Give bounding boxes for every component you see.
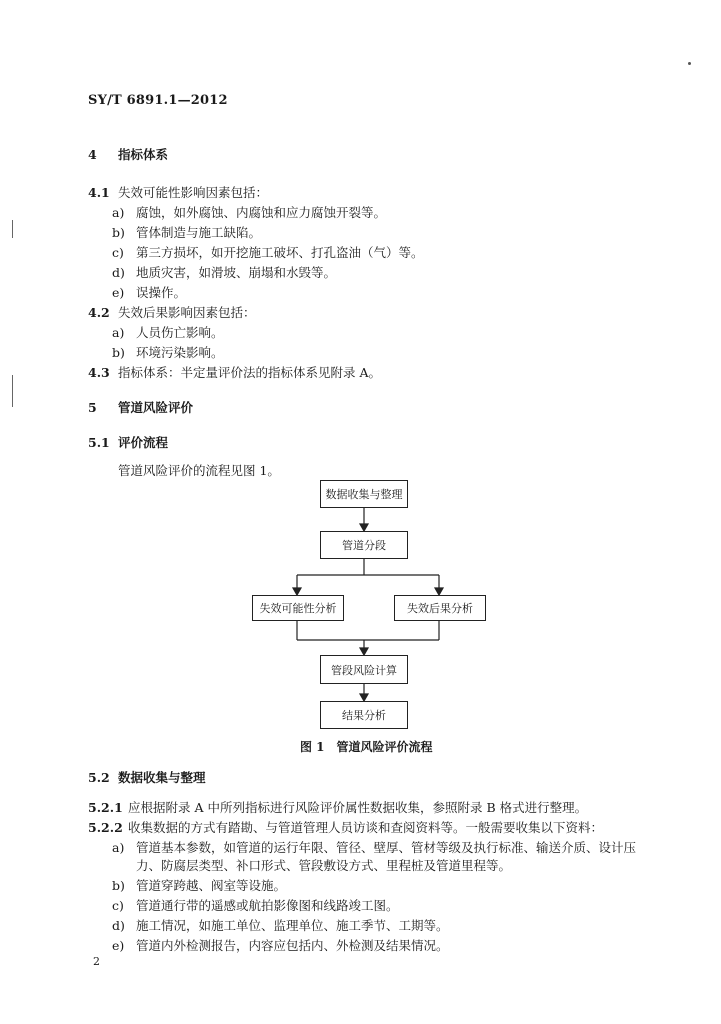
section-4-heading: 4 指标体系 [88, 147, 169, 162]
flow-box-pipeline-segmentation: 管道分段 [320, 531, 408, 559]
list-item: b) 管体制造与施工缺陷。 [112, 225, 262, 240]
scan-margin-mark [12, 220, 13, 238]
clause-4-3: 4.3 指标体系：半定量评价法的指标体系见附录 A。 [88, 365, 382, 380]
scan-margin-mark [12, 375, 13, 407]
flow-box-failure-likelihood: 失效可能性分析 [252, 595, 344, 621]
flow-box-segment-risk-calculation: 管段风险计算 [320, 655, 408, 684]
section-5-heading: 5 管道风险评价 [88, 400, 194, 415]
clause-4-2: 4.2 失效后果影响因素包括： [88, 305, 256, 320]
clause-5-2-heading: 5.2 数据收集与整理 [88, 770, 206, 785]
clause-5-1-heading: 5.1 评价流程 [88, 435, 169, 450]
list-item-continuation: 力、防腐层类型、补口形式、管段敷设方式、里程桩及管道里程等。 [136, 858, 512, 873]
list-item: d) 地质灾害，如滑坡、崩塌和水毁等。 [112, 265, 337, 280]
list-item: d) 施工情况，如施工单位、监理单位、施工季节、工期等。 [112, 918, 449, 933]
standard-number-header: SY/T 6891.1—2012 [88, 93, 228, 108]
list-item: c) 第三方损坏，如开挖施工破坏、打孔盗油（气）等。 [112, 245, 424, 260]
list-item: a) 人员伤亡影响。 [112, 325, 224, 340]
list-item: c) 管道通行带的遥感或航拍影像图和线路竣工图。 [112, 898, 399, 913]
flow-box-failure-consequence: 失效后果分析 [394, 595, 486, 621]
list-item: e) 误操作。 [112, 285, 187, 300]
risk-evaluation-flowchart [240, 468, 540, 758]
scan-speck [688, 62, 691, 65]
clause-5-1-text: 管道风险评价的流程见图 1。 [118, 463, 280, 478]
flow-box-result-analysis: 结果分析 [320, 701, 408, 729]
list-item: a) 管道基本参数，如管道的运行年限、管径、壁厚、管材等级及执行标准、输送介质、设计压 [112, 840, 637, 855]
clause-5-2-1: 5.2.1 应根据附录 A 中所列指标进行风险评价属性数据收集，参照附录 B 格式进行整理。 [88, 800, 588, 815]
list-item: b) 环境污染影响。 [112, 345, 224, 360]
list-item: b) 管道穿跨越、阀室等设施。 [112, 878, 287, 893]
figure-caption: 图 1 管道风险评价流程 [300, 740, 433, 754]
flow-box-data-collection: 数据收集与整理 [320, 480, 408, 508]
clause-5-2-2: 5.2.2 收集数据的方式有踏勘、与管道管理人员访谈和查阅资料等。一般需要收集以下资料： [88, 820, 604, 835]
page-number: 2 [93, 955, 100, 968]
list-item: e) 管道内外检测报告，内容应包括内、外检测及结果情况。 [112, 938, 449, 953]
list-item: a) 腐蚀，如外腐蚀、内腐蚀和应力腐蚀开裂等。 [112, 205, 387, 220]
clause-4-1: 4.1 失效可能性影响因素包括： [88, 185, 269, 200]
